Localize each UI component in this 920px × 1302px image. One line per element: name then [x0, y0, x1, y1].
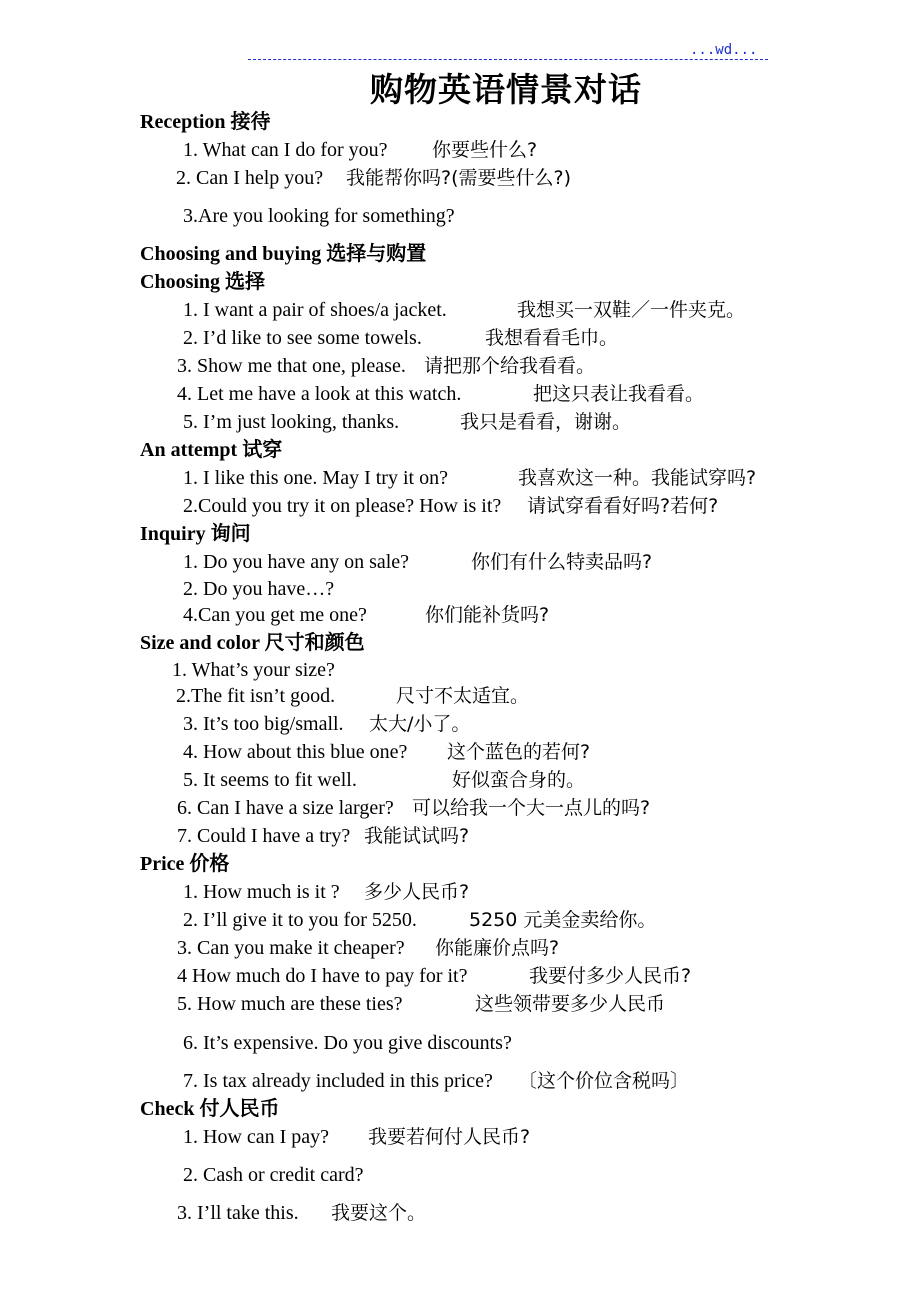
line-en: 1. How can I pay? [183, 1126, 330, 1148]
line-zh: 我要若何付人民币? [368, 1126, 531, 1148]
page-title: 购物英语情景对话 [370, 70, 642, 109]
line-en: 5. I’m just looking, thanks. [183, 411, 400, 433]
line-en: 4. Let me have a look at this watch. [177, 383, 462, 405]
line-en: 7. Is tax already included in this price? [183, 1070, 493, 1092]
line-en: 2. Cash or credit card? [183, 1164, 364, 1186]
line-zh: 你要些什么? [432, 139, 538, 161]
section-heading-attempt: An attempt 试穿 [140, 439, 283, 461]
line-en: 1. What can I do for you? [183, 139, 388, 161]
line-en: 4 How much do I have to pay for it? [177, 965, 468, 987]
header-rule [248, 59, 768, 60]
line-zh: 我喜欢这一种。我能试穿吗? [518, 467, 757, 489]
line-en: 3. I’ll take this. [177, 1202, 299, 1224]
header-tag: ...wd... [690, 42, 758, 58]
line-en: 1. How much is it ? [183, 881, 340, 903]
line-zh: 你们有什么特卖品吗? [471, 551, 653, 573]
line-zh: 你们能补货吗? [425, 604, 550, 626]
line-en: 2.Could you try it on please? How is it? [183, 495, 502, 517]
line-en: 3. Can you make it cheaper? [177, 937, 405, 959]
section-heading-inquiry: Inquiry 询问 [140, 523, 251, 545]
line-zh: 好似蛮合身的。 [452, 769, 586, 791]
line-en: 1. I want a pair of shoes/a jacket. [183, 299, 447, 321]
line-zh: 这些领带要多少人民币 [475, 993, 666, 1015]
line-en: 6. Can I have a size larger? [177, 797, 394, 819]
line-zh: 可以给我一个大一点儿的吗? [412, 797, 651, 819]
line-en: 7. Could I have a try? [177, 825, 351, 847]
section-heading-price: Price 价格 [140, 853, 230, 875]
line-zh: 我能试试吗? [364, 825, 470, 847]
section-heading-size-color: Size and color 尺寸和颜色 [140, 632, 365, 654]
line-zh: 我要这个。 [331, 1202, 427, 1224]
line-zh: 我想看看毛巾。 [485, 327, 619, 349]
line-en: 1. I like this one. May I try it on? [183, 467, 448, 489]
line-zh: 把这只表让我看看。 [533, 383, 705, 405]
line-en: 2. I’d like to see some towels. [183, 327, 422, 349]
line-zh: 太大/小了。 [369, 713, 471, 735]
line-zh: 尺寸不太适宜。 [396, 685, 530, 707]
line-zh: 请把那个给我看看。 [424, 355, 596, 377]
section-heading-check: Check 付人民币 [140, 1098, 280, 1120]
line-zh: 这个蓝色的若何? [447, 741, 591, 763]
line-en: 3. It’s too big/small. [183, 713, 344, 735]
line-zh: 我想买一双鞋／一件夹克。 [517, 299, 746, 321]
line-en: 3.Are you looking for something? [183, 205, 455, 227]
line-zh: 我只是看看，谢谢。 [460, 411, 632, 433]
line-zh: 你能廉价点吗? [435, 937, 560, 959]
line-zh: 我能帮你吗?(需要些什么?) [346, 167, 571, 189]
line-en: 4.Can you get me one? [183, 604, 367, 626]
line-en: 3. Show me that one, please. [177, 355, 406, 377]
line-zh: 〔这个价位含税吗〕 [518, 1070, 690, 1092]
section-heading-choosing: Choosing 选择 [140, 271, 266, 293]
line-zh: 我要付多少人民币? [529, 965, 692, 987]
line-en: 6. It’s expensive. Do you give discounts? [183, 1032, 512, 1054]
section-heading-reception: Reception 接待 [140, 111, 271, 133]
line-en: 2. I’ll give it to you for 5250. [183, 909, 417, 931]
line-zh: 请试穿看看好吗?若何? [527, 495, 719, 517]
line-zh: 5250 元美金卖给你。 [469, 909, 657, 931]
line-en: 4. How about this blue one? [183, 741, 408, 763]
line-en: 1. Do you have any on sale? [183, 551, 410, 573]
line-en: 2. Can I help you? [176, 167, 324, 189]
line-en: 1. What’s your size? [172, 659, 335, 681]
line-en: 5. How much are these ties? [177, 993, 403, 1015]
line-en: 2. Do you have…? [183, 578, 335, 600]
section-heading-choosing-buying: Choosing and buying 选择与购置 [140, 243, 427, 265]
line-en: 5. It seems to fit well. [183, 769, 357, 791]
line-zh: 多少人民币? [364, 881, 470, 903]
line-en: 2.The fit isn’t good. [176, 685, 336, 707]
